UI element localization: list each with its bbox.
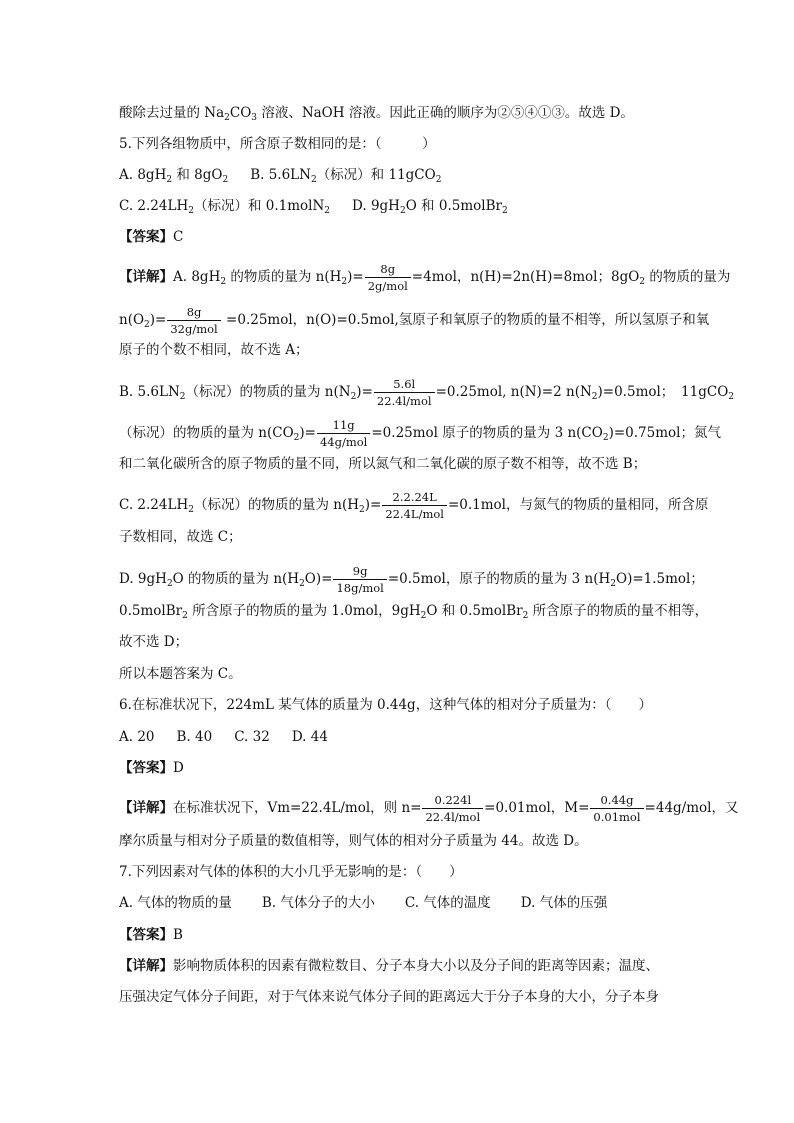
fraction-numerator: 2.2.24L bbox=[392, 490, 437, 504]
text-fragment: O 和 0.5molBr bbox=[426, 603, 523, 619]
fraction-denominator: 44g/mol bbox=[317, 433, 370, 449]
text-fragment: 2 bbox=[501, 206, 508, 216]
text-fragment: C. 2.24LH bbox=[119, 198, 189, 214]
fraction bbox=[167, 305, 220, 336]
text-fragment: 【详解】 bbox=[119, 269, 173, 285]
text-fragment: 2 bbox=[728, 392, 735, 402]
text-fragment: C. 2.24LH bbox=[119, 497, 189, 513]
text-fragment: 2 bbox=[591, 392, 598, 402]
q6-option-b: B. 40 bbox=[176, 729, 213, 745]
fraction bbox=[317, 418, 370, 449]
q5-detail-line-10 bbox=[119, 601, 709, 621]
q7-detail-line-1 bbox=[119, 956, 682, 976]
text-fragment: 酸除去过量的 Na bbox=[119, 105, 225, 121]
text-fragment: 2 bbox=[341, 277, 348, 287]
q5-detail-line-1 bbox=[119, 262, 731, 293]
paragraph-continuation bbox=[119, 103, 682, 123]
q6-option-c: C. 32 bbox=[234, 729, 270, 745]
text-fragment: )= bbox=[299, 425, 316, 441]
text-fragment: O 和 0.5molBr bbox=[405, 198, 502, 214]
q6-option-a: A. 20 bbox=[119, 729, 155, 745]
text-fragment: （标况）和 11gCO bbox=[316, 167, 436, 183]
text-fragment: 2 bbox=[179, 392, 186, 402]
text-fragment: CO bbox=[229, 105, 252, 121]
q5-option-b bbox=[250, 167, 441, 183]
q5-options-cd bbox=[119, 196, 682, 216]
text-fragment: 2 bbox=[293, 433, 300, 443]
q5-options-ab bbox=[119, 165, 682, 185]
q7-option-b: B. 气体分子的大小 bbox=[261, 895, 375, 911]
q5-stem: 5.下列各组物质中，所含原子数相同的是：（ ） bbox=[119, 136, 436, 152]
fraction bbox=[333, 564, 386, 595]
text-fragment: 在标准状况下，Vm=22.4L/mol，则 n= bbox=[173, 800, 422, 816]
text-fragment: )= bbox=[356, 384, 373, 400]
text-fragment: 2 bbox=[435, 175, 442, 185]
text-fragment: 2 bbox=[166, 175, 173, 185]
q5-answer bbox=[119, 227, 682, 247]
text-fragment: C bbox=[173, 229, 184, 245]
text-fragment: 【详解】 bbox=[119, 958, 173, 974]
q7-option-d: D. 气体的压强 bbox=[520, 895, 608, 911]
text-fragment: =4mol，n(H)=2n(H)=8mol；8gO bbox=[411, 269, 640, 285]
text-fragment: 2 bbox=[639, 277, 646, 287]
text-fragment: 0.5molBr bbox=[119, 603, 183, 619]
text-fragment: D. 9gH bbox=[352, 198, 400, 214]
q6-detail-line-2: 摩尔质量与相对分子质量的数值相等，则气体的相对分子质量为 44。故选 D。 bbox=[119, 833, 588, 849]
fraction-denominator: 0.01mol bbox=[590, 808, 643, 824]
text-fragment: 2 bbox=[610, 579, 617, 589]
text-fragment: 【答案】 bbox=[119, 229, 173, 245]
q5-detail-line-9 bbox=[119, 564, 704, 595]
q7-option-a: A. 气体的物质的量 bbox=[119, 895, 232, 911]
text-fragment: =0.25mol，n(O)=0.5mol,氢原子和氧原子的物质的量不相等，所以氢原子和氧 bbox=[221, 312, 710, 328]
text-fragment: O 的物质的量为 n(H bbox=[172, 571, 300, 587]
fraction-numerator: 9g bbox=[352, 564, 368, 578]
text-fragment: 和 8gO bbox=[172, 167, 223, 183]
q5-option-a bbox=[119, 167, 228, 183]
fraction bbox=[382, 490, 447, 521]
text-fragment: 影响物质体积的因素有微粒数目、分子本身大小以及分子间的距离等因素；温度、 bbox=[173, 958, 659, 974]
text-fragment: 所含原子的物质的量为 1.0mol，9gH bbox=[187, 603, 421, 619]
fraction-numerator: 11g bbox=[332, 418, 355, 432]
text-fragment: =0.5mol，原子的物质的量为 3 n(H bbox=[387, 571, 611, 587]
text-fragment: n(O bbox=[119, 312, 145, 328]
text-fragment: A. 8gH bbox=[119, 167, 167, 183]
fraction-numerator: 5.6l bbox=[393, 377, 416, 391]
text-fragment: B. 5.6LN bbox=[250, 167, 311, 183]
text-fragment: O)=1.5mol； bbox=[616, 571, 704, 587]
q6-options bbox=[119, 727, 682, 747]
text-fragment: 【详解】 bbox=[119, 800, 173, 816]
text-fragment: 2 bbox=[399, 206, 406, 216]
text-fragment: B. 5.6LN bbox=[119, 384, 180, 400]
q5-detail-line-11: 故不选 D； bbox=[119, 634, 189, 650]
fraction bbox=[374, 377, 435, 408]
text-fragment: =44g/mol，又 bbox=[644, 800, 739, 816]
q5-option-c bbox=[119, 198, 330, 214]
text-fragment: =0.25mol 原子的物质的量为 3 n(CO bbox=[371, 425, 603, 441]
q6-answer bbox=[119, 758, 682, 778]
q5-conclusion: 所以本题答案为 C。 bbox=[119, 666, 242, 682]
text-fragment: 【答案】 bbox=[119, 927, 173, 943]
q5-detail-line-8: 子数相同，故选 C； bbox=[119, 529, 242, 545]
text-fragment: )= bbox=[364, 497, 382, 513]
fraction-denominator: 2g/mol bbox=[365, 277, 411, 293]
q6-option-d: D. 44 bbox=[291, 729, 328, 745]
text-fragment: =0.01mol，M= bbox=[484, 800, 590, 816]
text-fragment: 2 bbox=[224, 113, 230, 123]
fraction-denominator: 18g/mol bbox=[333, 579, 386, 595]
q7-option-c: C. 气体的温度 bbox=[404, 895, 491, 911]
text-fragment: 2 bbox=[324, 206, 331, 216]
text-fragment: )= bbox=[149, 312, 167, 328]
q5-detail-line-6: 和二氧化碳所含的原子物质的量不同，所以氮气和二氧化碳的原子数不相等，故不选 B； bbox=[119, 456, 647, 472]
text-fragment: （标况）的物质的量为 n(N bbox=[185, 384, 351, 400]
fraction-denominator: 32g/mol bbox=[167, 320, 220, 336]
text-fragment: 2 bbox=[350, 392, 357, 402]
text-fragment: 2 bbox=[188, 505, 194, 515]
q5-detail-line-4 bbox=[119, 377, 735, 408]
text-fragment: 所含原子的物质的量不相等， bbox=[528, 603, 709, 619]
text-fragment: =0.25mol, n(N)=2 n(N bbox=[435, 384, 592, 400]
text-fragment: 2 bbox=[220, 277, 227, 287]
q7-options bbox=[119, 893, 682, 913]
fraction-numerator: 0.44g bbox=[600, 793, 634, 807]
text-fragment: )=0.5mol； 11gCO bbox=[597, 384, 729, 400]
text-fragment: 的物质的量为 n(H bbox=[226, 269, 342, 285]
text-fragment: )= bbox=[347, 269, 364, 285]
fraction-denominator: 22.4l/mol bbox=[422, 808, 483, 824]
q5-detail-line-2 bbox=[119, 305, 710, 336]
text-fragment: （标况）的物质的量为 n(H bbox=[193, 497, 359, 513]
text-fragment: 2 bbox=[310, 175, 317, 185]
fraction bbox=[422, 793, 483, 824]
text-fragment: =0.1mol，与氮气的物质的量相同，所含原 bbox=[447, 497, 709, 513]
text-fragment: 2 bbox=[144, 320, 150, 330]
text-fragment: O)= bbox=[304, 571, 333, 587]
text-fragment: B bbox=[173, 927, 183, 943]
fraction bbox=[365, 262, 411, 293]
text-fragment: 的物质的量为 bbox=[645, 269, 731, 285]
text-fragment: 2 bbox=[602, 433, 609, 443]
text-fragment: （标况）和 0.1molN bbox=[193, 198, 325, 214]
text-fragment: 2 bbox=[299, 579, 305, 589]
q6-detail-line-1 bbox=[119, 793, 739, 824]
text-fragment: 溶液、NaOH 溶液。因此正确的顺序为②⑤④①③。故选 D。 bbox=[257, 105, 634, 121]
fraction-numerator: 8g bbox=[186, 305, 202, 319]
text-fragment: （标况）的物质的量为 n(CO bbox=[119, 425, 294, 441]
fraction-numerator: 8g bbox=[380, 262, 396, 276]
text-fragment: A. 8gH bbox=[173, 269, 221, 285]
text-fragment: 【答案】 bbox=[119, 760, 173, 776]
text-fragment: 2 bbox=[222, 175, 229, 185]
text-fragment: 2 bbox=[188, 206, 194, 216]
q7-detail-line-2: 压强决定气体分子间距，对于气体来说气体分子间的距离远大于分子本身的大小，分子本身 bbox=[119, 989, 659, 1005]
text-fragment: D. 9gH bbox=[119, 571, 167, 587]
text-fragment: D bbox=[173, 760, 184, 776]
fraction-denominator: 22.4l/mol bbox=[374, 392, 435, 408]
fraction-denominator: 22.4L/mol bbox=[382, 505, 447, 521]
text-fragment: 2 bbox=[166, 579, 173, 589]
text-fragment: 2 bbox=[359, 505, 365, 515]
fraction bbox=[590, 793, 643, 824]
q6-stem: 6.在标准状况下，224mL 某气体的质量为 0.44g，这种气体的相对分子质量为：（ ） bbox=[119, 697, 652, 713]
q5-detail-line-5 bbox=[119, 418, 721, 449]
text-fragment: 2 bbox=[182, 611, 188, 621]
fraction-numerator: 0.224l bbox=[434, 793, 472, 807]
text-fragment: 2 bbox=[420, 611, 427, 621]
text-fragment: 2 bbox=[522, 611, 529, 621]
q7-answer bbox=[119, 925, 682, 945]
q5-detail-line-3: 原子的个数不相同，故不选 A； bbox=[119, 342, 309, 358]
q5-option-d bbox=[352, 198, 508, 214]
q7-stem: 7.下列因素对气体的体积的大小几乎无影响的是：（ ） bbox=[119, 864, 463, 880]
text-fragment: 3 bbox=[251, 113, 258, 123]
text-fragment: )=0.75mol；氮气 bbox=[608, 425, 721, 441]
q5-detail-line-7 bbox=[119, 490, 709, 521]
